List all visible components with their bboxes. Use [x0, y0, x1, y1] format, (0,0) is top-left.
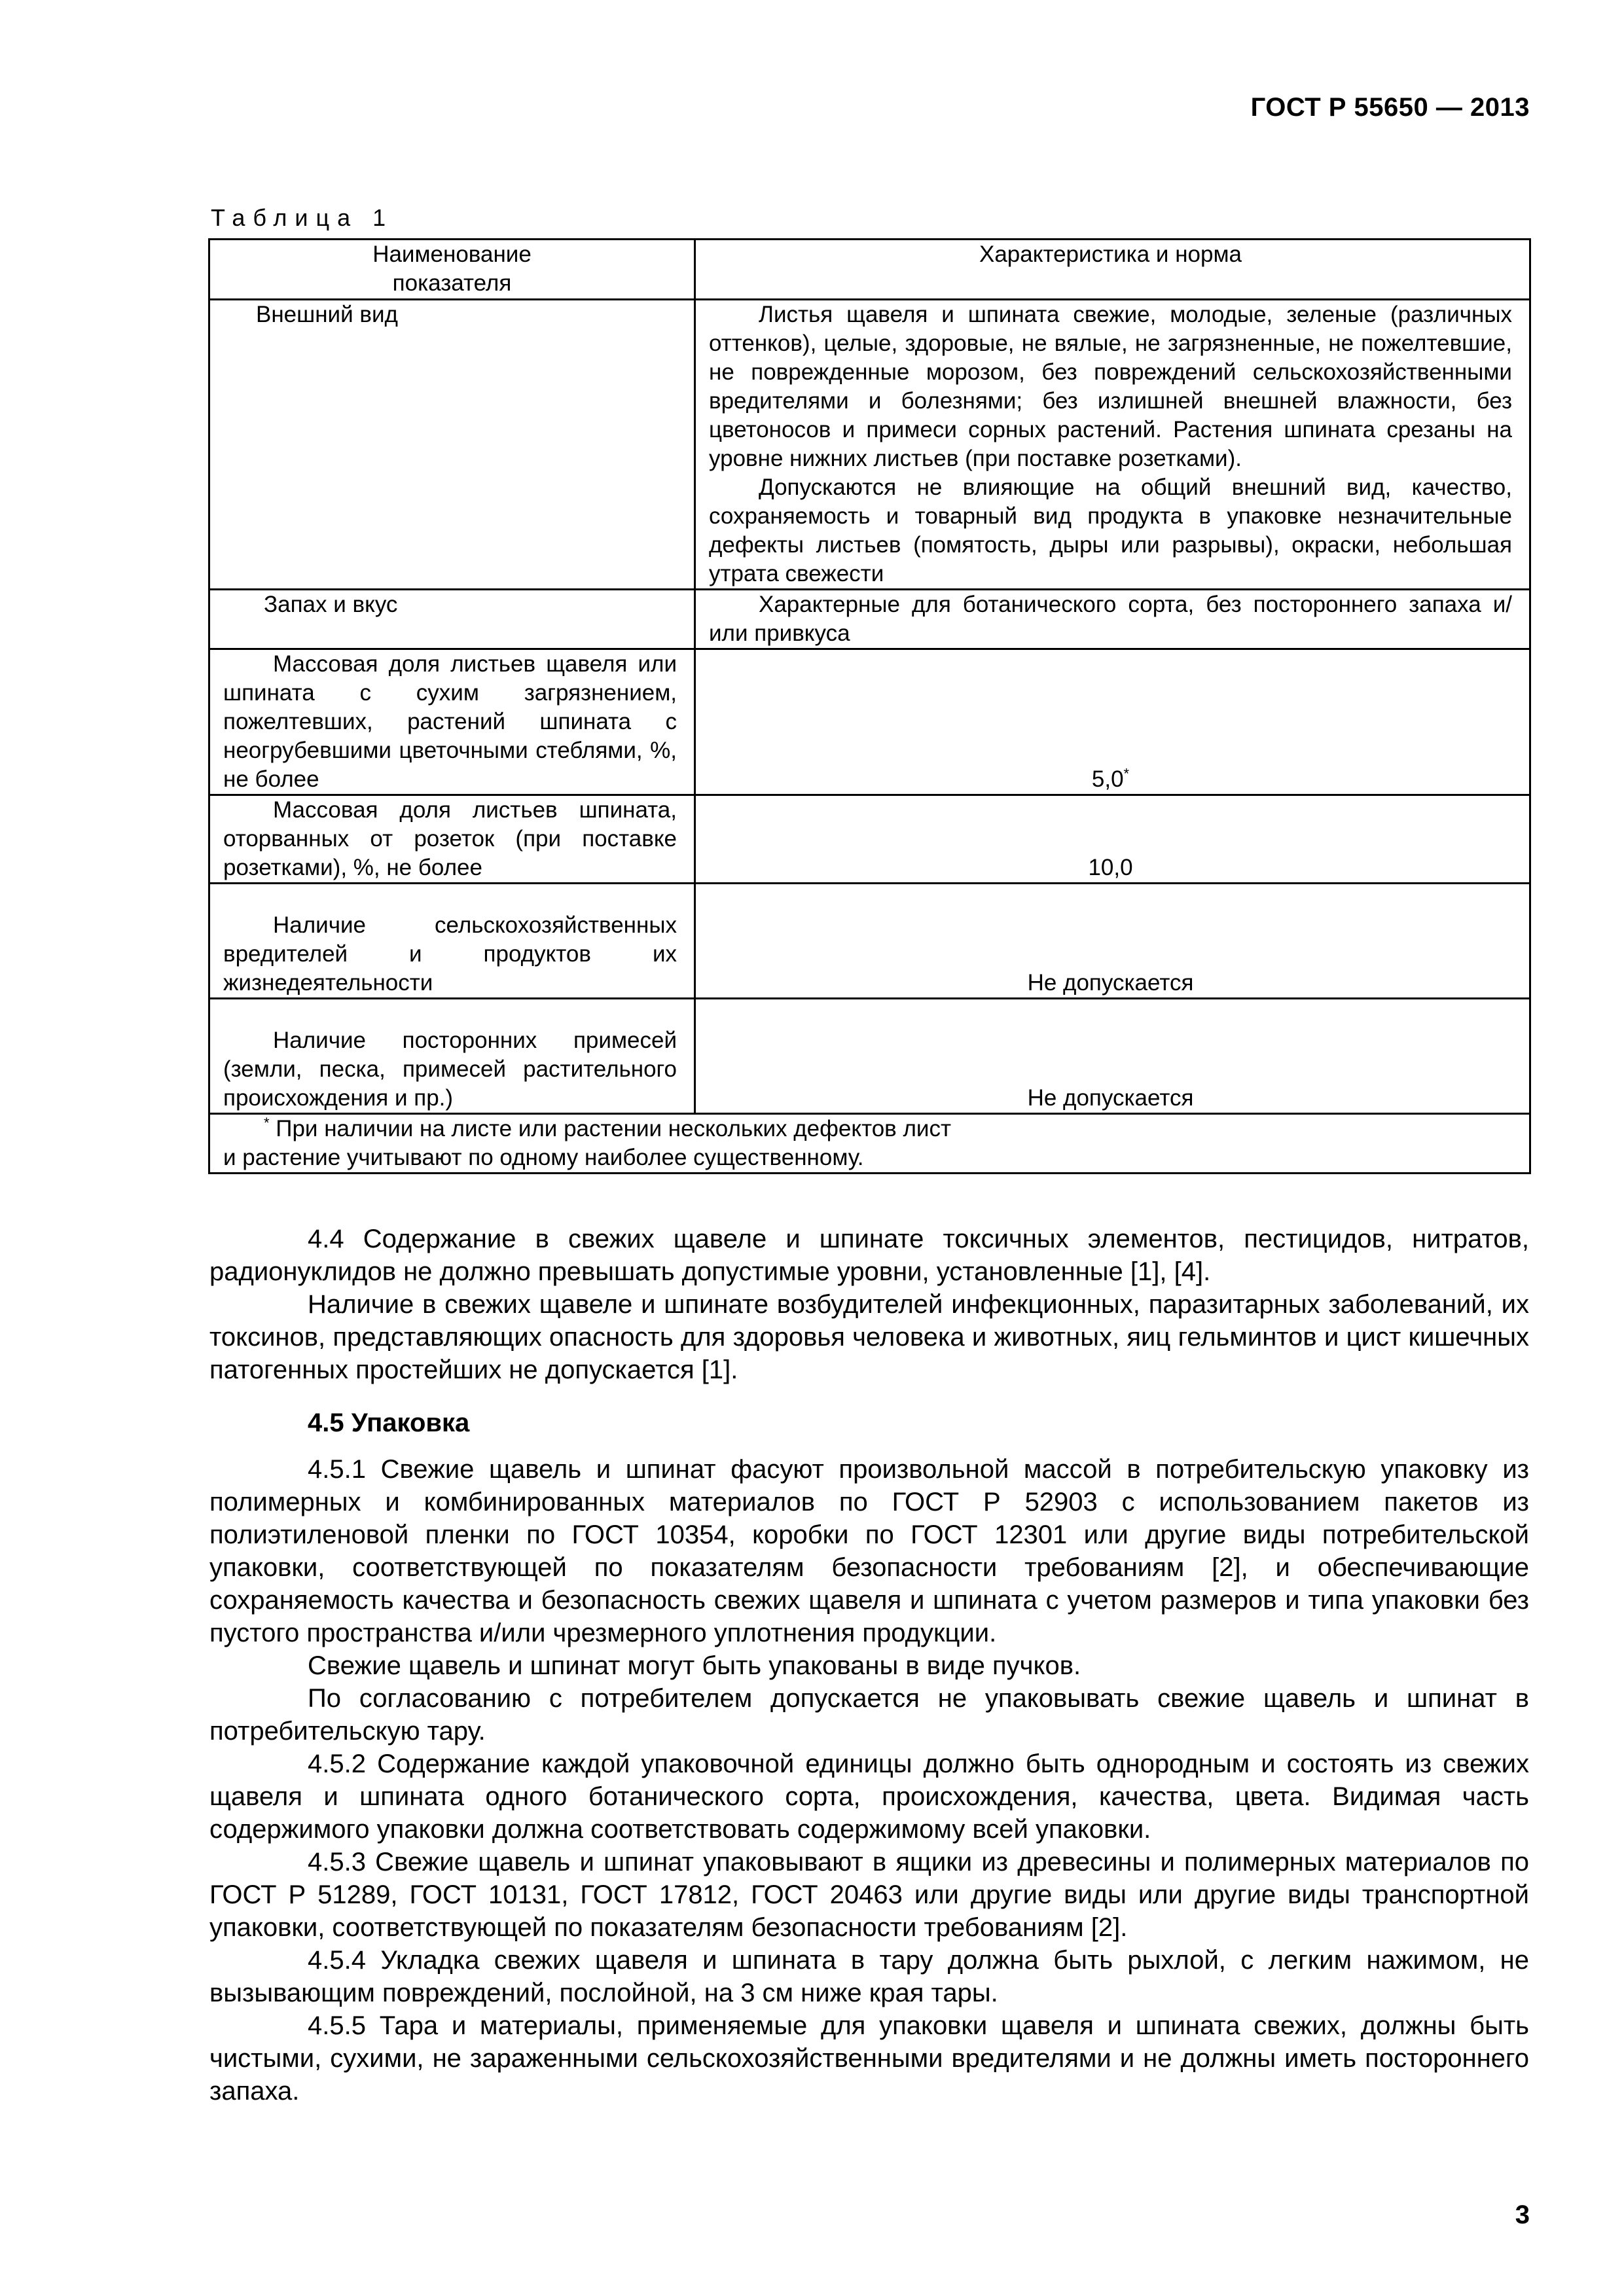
row-name-text: Наличие сельскохозяйственных вредителей и продуктов их жизнедеятельности	[223, 912, 677, 996]
page-number: 3	[1515, 2200, 1530, 2229]
table-row	[209, 300, 1530, 590]
row-name	[209, 649, 695, 795]
footnote-mark: *	[1123, 765, 1130, 782]
document-code: ГОСТ Р 55650 — 2013	[1250, 93, 1530, 122]
row-name-text: Внешний вид	[256, 302, 398, 327]
row-name	[209, 884, 695, 999]
table-row	[209, 999, 1530, 1114]
row-value-paragraph: Характерные для ботанического сорта, без постороннего запаха и/или привкуса	[709, 592, 1512, 646]
row-name-text: Запах и вкус	[264, 592, 398, 617]
table-row	[209, 884, 1530, 999]
col-header-name: Наименование показателя	[209, 240, 695, 300]
table-row	[209, 795, 1530, 884]
table-footnote	[209, 1114, 1530, 1174]
row-value-paragraph: Допускаются не влияющие на общий внешний вид, качество, сохраняемость и товарный вид продукта в упаковке незначительные дефекты листьев (помятость, дыры или разрывы), окраски, небольшая утрата свежести	[709, 475, 1512, 586]
paragraph: По согласованию с потребителем допускается не упаковывать свежие щавель и шпинат в потребительскую тару.	[209, 1684, 1529, 1746]
section-4-4	[209, 1223, 1529, 1386]
row-name-text: Массовая доля листьев шпината, оторванных от розеток (при поставке розетками), %, не более	[223, 797, 677, 880]
paragraph: 4.5.5 Тара и материалы, применяемые для упаковки щавеля и шпината свежих, должны быть чистыми, сухими, не зараженными сельскохозяйственными вредителями и не должны иметь постороннего запаха.	[209, 2011, 1529, 2106]
footnote-mark: *	[264, 1115, 270, 1132]
row-value-text: Не допускается	[1027, 1085, 1194, 1111]
table-row	[209, 649, 1530, 795]
row-name	[209, 999, 695, 1114]
row-name	[209, 590, 695, 649]
row-value	[695, 999, 1530, 1114]
paragraph: 4.5.3 Свежие щавель и шпинат упаковывают в ящики из древесины и полимерных материалов по ГОСТ Р 51289, ГОСТ 10131, ГОСТ 17812, ГОСТ 20463 или другие виды или другие виды транспортной упаковки, соответствующей по показателям безопасности требованиям [2].	[209, 1848, 1529, 1942]
row-name-text: Наличие посторонних примесей (земли, песка, примесей растительного происхождения и пр.)	[223, 1028, 677, 1111]
row-value	[695, 300, 1530, 590]
paragraph: 4.5.1 Свежие щавель и шпинат фасуют произвольной массой в потребительскую упаковку из полимерных и комбинированных материалов по ГОСТ Р 52903 с использованием пакетов из полиэтиленовой пленки по ГОСТ 10354, коробки по ГОСТ 12301 или другие виды потребительской упаковки, соответствующей по показателям безопасности требованиям [2], и обеспечивающие сохраняемость качества и безопасность свежих щавеля и шпината с учетом размеров и типа упаковки без пустого пространства и/или чрезмерного уплотнения продукции.	[209, 1455, 1529, 1647]
row-value-text: 5,0	[1091, 766, 1124, 792]
paragraph: 4.5.4 Укладка свежих щавеля и шпината в тару должна быть рыхлой, с легким нажимом, не вызывающим повреждений, послойной, на 3 см ниже края тары.	[209, 1946, 1529, 2007]
table-footnote-row	[209, 1114, 1530, 1174]
paragraph: 4.4 Содержание в свежих щавеле и шпинате токсичных элементов, пестицидов, нитратов, радионуклидов не должно превышать допустимые уровни, установленные [1], [4].	[209, 1225, 1529, 1286]
spec-table	[208, 238, 1531, 1174]
table-row	[209, 590, 1530, 649]
col-header-value: Характеристика и норма	[695, 240, 1530, 300]
table-caption: Таблица 1	[211, 204, 394, 231]
paragraph: 4.5.2 Содержание каждой упаковочной единицы должно быть однородным и состоять из свежих щавеля и шпината одного ботанического сорта, происхождения, качества, цвета. Видимая часть содержимого упаковки должна соответствовать содержимому всей упаковки.	[209, 1749, 1529, 1844]
row-value	[695, 884, 1530, 999]
footnote-text: При наличии на листе или растении нескольких дефектов лист и растение учитывают по одному наиболее существенному.	[223, 1116, 951, 1170]
table-header-row	[209, 240, 1530, 300]
row-value	[695, 590, 1530, 649]
section-title-4-5: 4.5 Упаковка	[308, 1408, 470, 1437]
row-name-text: Массовая доля листьев щавеля или шпината с сухим загрязнением, пожелтевших, растений шпината с неогрубевшими цветочными стеблями, %, не более	[223, 651, 677, 792]
row-value-paragraph: Листья щавеля и шпината свежие, молодые, зеленые (различных оттенков), целые, здоровые, не вялые, не загрязненные, не пожелтевшие, не поврежденные морозом, без повреждений сельскохозяйственными вредителями и болезнями; без излишней внешней влажности, без цветоносов и примеси сорных растений. Растения шпината срезаны на уровне нижних листьев (при поставке розетками).	[709, 302, 1512, 471]
section-4-5	[209, 1453, 1529, 2108]
row-value-text: 10,0	[1088, 855, 1133, 880]
paragraph: Наличие в свежих щавеле и шпинате возбудителей инфекционных, паразитарных заболеваний, их токсинов, представляющих опасность для здоровья человека и животных, яиц гельминтов и цист кишечных патогенных простейших не допускается [1].	[209, 1290, 1529, 1384]
row-name	[209, 795, 695, 884]
row-name	[209, 300, 695, 590]
paragraph: Свежие щавель и шпинат могут быть упакованы в виде пучков.	[308, 1651, 1081, 1680]
row-value	[695, 795, 1530, 884]
row-value-text: Не допускается	[1027, 970, 1194, 996]
row-value	[695, 649, 1530, 795]
